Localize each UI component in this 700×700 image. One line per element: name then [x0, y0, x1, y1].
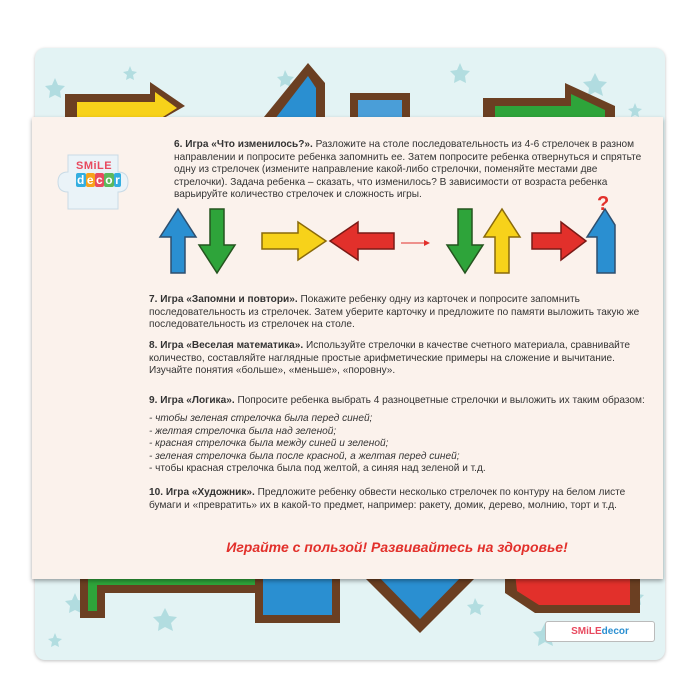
game-6-body: Разложите на столе последовательность из 4-6 стрелочек в разном направлении и попросите ребенка запомнить ее. Затем попросите ребенка отвернуться и спрятьте одну из стрелочек (измените направление какой-либо стрелочки, поменяйте местами две стрелочки). Задача ребенка – сказать, что изменилось? В зависимости от возраста ребенка варьируйте количество стрелочек и сложность игры. — [174, 139, 642, 201]
yellow-up-arrow — [484, 209, 520, 273]
game-8-title: 8. Игра «Веселая математика». — [149, 340, 304, 351]
brand-smile: SMiLE — [571, 626, 602, 637]
game-7-text — [149, 294, 647, 332]
yellow-right-arrow — [262, 222, 326, 260]
game-9-text — [149, 395, 647, 408]
game-6-title: 6. Игра «Что изменилось?». — [174, 139, 313, 150]
game-9-body: Попросите ребенка выбрать 4 разноцветные стрелочки и выложить их таким образом: — [237, 395, 645, 406]
brand-decor: decor — [601, 626, 629, 637]
transition-arrowhead — [424, 240, 430, 246]
smile-decor-logo — [46, 147, 131, 217]
green-down-arrow-2 — [447, 209, 483, 273]
list-item: - чтобы зеленая стрелочка была перед синей; — [149, 413, 373, 424]
game-9-list — [149, 413, 647, 476]
game-10-text — [149, 487, 647, 512]
green-down-arrow — [199, 209, 235, 273]
instruction-card — [32, 117, 663, 579]
blue-up-arrow-2 — [587, 209, 615, 273]
red-right-arrow — [532, 222, 586, 260]
game-7-title: 7. Игра «Запомни и повтори». — [149, 294, 298, 305]
logo-decor-letter: r — [115, 173, 121, 187]
logo-decor-letter: c — [96, 173, 104, 187]
motto-text: Играйте с пользой! Развивайтесь на здоровье! — [226, 539, 568, 555]
arrows-illustration — [156, 205, 616, 280]
question-mark: ? — [597, 193, 610, 215]
list-item: - зеленая стрелочка была после красной, а желтая перед синей; — [149, 450, 460, 462]
game-6-text — [174, 139, 644, 202]
game-7-body: Покажите ребенку одну из карточек и попросите запомнить последовательность из стрелочек. Затем уберите карточку и предложите по памяти выложить такую же последовательность из стрелочек на столе. — [149, 294, 640, 331]
logo-decor-letter: e — [86, 173, 95, 187]
red-arrow-piece-bottom — [505, 573, 645, 623]
game-8-body: Используйте стрелочки в качестве счетного материала, сравнивайте количество, составляйте наглядные простые арифметические примеры на сложение и вычитание. Изучайте понятия «больше», «меньше», «поровну». — [149, 340, 630, 377]
game-8-text — [149, 340, 647, 378]
blue-arrow-piece-bottom — [250, 573, 490, 643]
brand-badge — [545, 621, 655, 642]
game-10-body: Предложите ребенку обвести несколько стрелочек по контуру на белом листе бумаги и «превратить» их в какой-то предмет, например: ракету, домик, дерево, молнию, торт и т.д. — [149, 487, 626, 511]
logo-decor-letter: d — [77, 173, 85, 187]
blue-up-arrow — [160, 209, 196, 273]
list-item: - чтобы красная стрелочка была под желтой, а синяя над зеленой и т.д. — [149, 463, 486, 475]
logo-smile-text: SMiLE — [76, 160, 113, 172]
game-10-title: 10. Игра «Художник». — [149, 487, 255, 498]
game-9-title: 9. Игра «Логика». — [149, 395, 235, 406]
list-item: - красная стрелочка была между синей и зеленой; — [149, 438, 389, 450]
red-left-arrow — [330, 222, 394, 260]
logo-decor-text — [76, 173, 121, 187]
logo-decor-letter: o — [105, 173, 114, 187]
list-item: - желтая стрелочка была над зеленой; — [149, 425, 337, 437]
